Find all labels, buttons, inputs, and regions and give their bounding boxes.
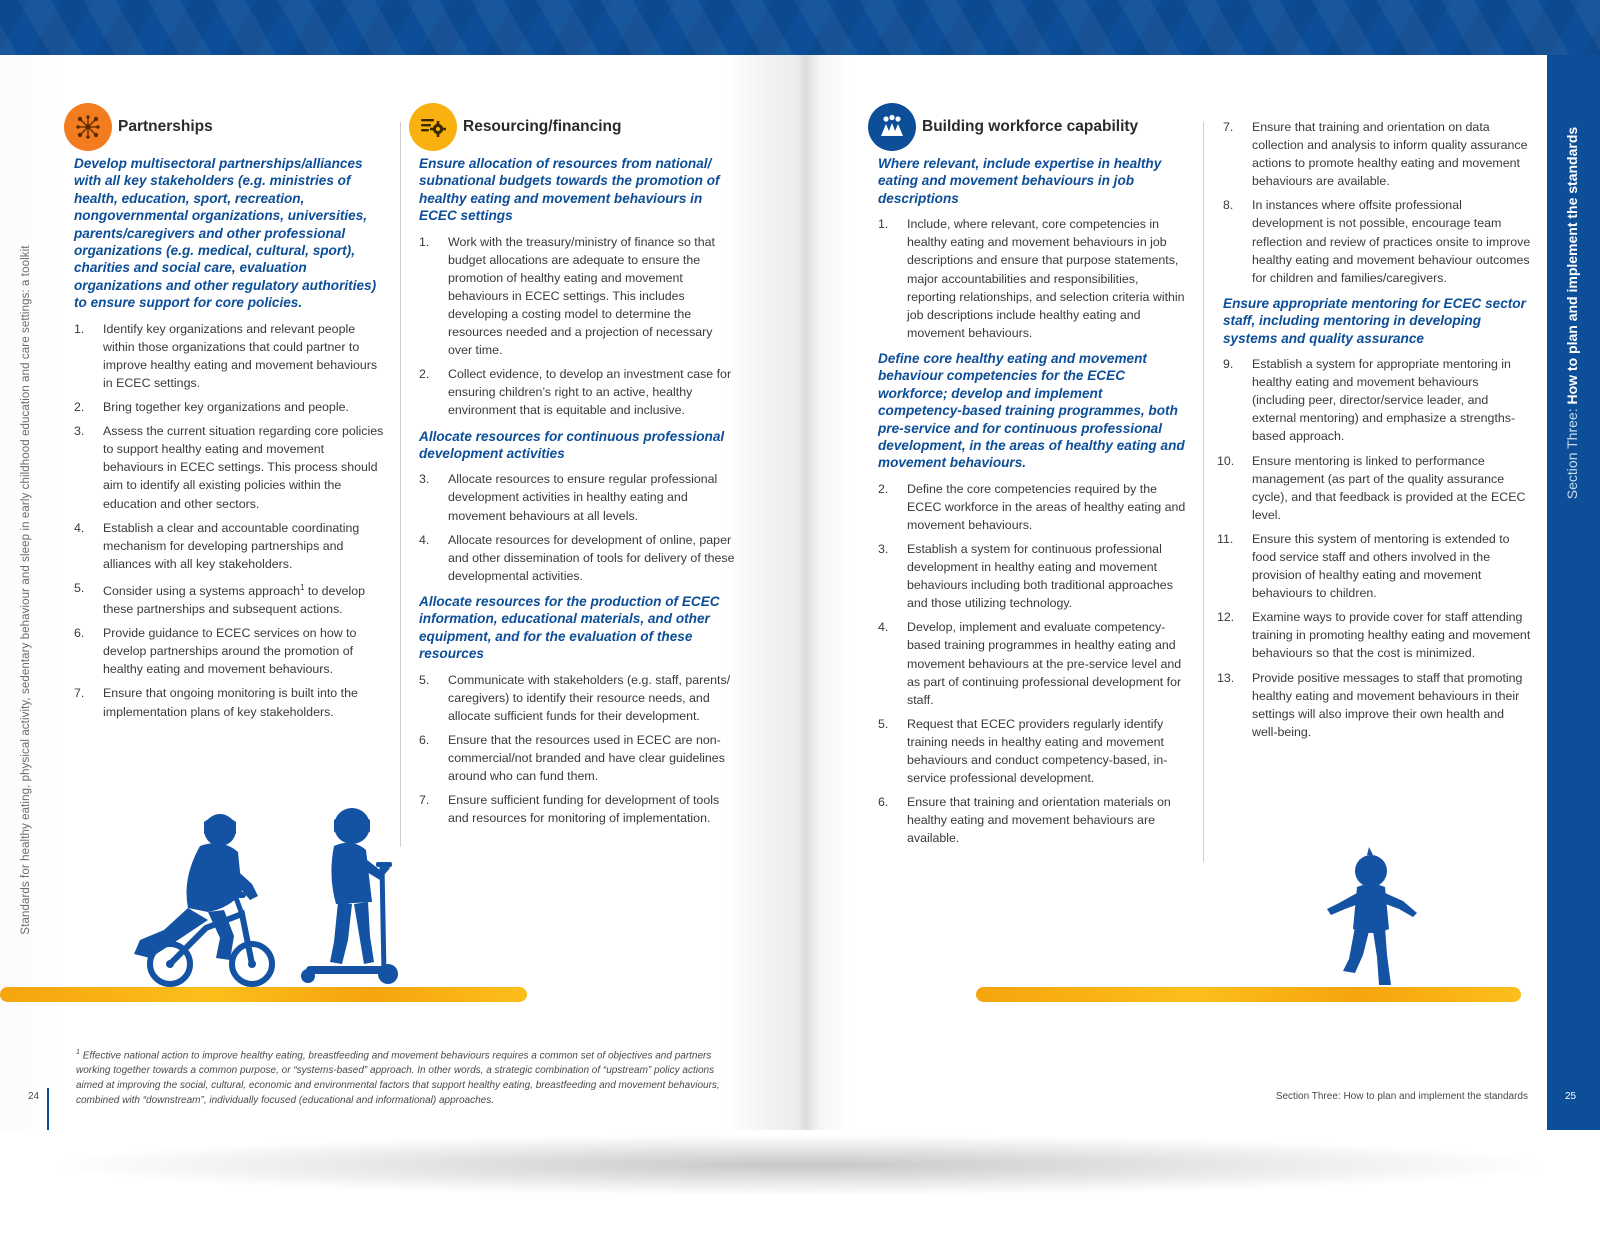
item-number: 1.	[74, 321, 85, 336]
item-text: Collect evidence, to develop an investment case for ensuring children’s right to an active, healthy environment that is equitable and inclusive.	[448, 367, 732, 418]
section-subheading: Where relevant, include expertise in healthy eating and movement behaviours in job descriptions	[878, 156, 1162, 206]
section-tab-title: How to plan and implement the standards	[1564, 126, 1580, 405]
workforce-continued-column	[1213, 118, 1531, 749]
list-item	[1217, 530, 1531, 602]
item-number: 2.	[419, 367, 430, 382]
footnote-mark: 1	[76, 1049, 80, 1056]
list-item	[1217, 452, 1531, 524]
item-number: 1.	[878, 217, 889, 232]
item-number: 12.	[1217, 610, 1235, 625]
item-number: 7.	[419, 793, 430, 808]
item-number: 4.	[419, 532, 430, 547]
item-number: 7.	[1223, 120, 1234, 134]
list-item	[1217, 608, 1531, 662]
action-list	[868, 480, 1188, 848]
list-item	[1223, 196, 1531, 286]
item-text: Establish a system for continuous professional development in healthy eating and movement behaviours including both traditional approaches and those utilizing technology.	[907, 542, 1173, 611]
item-number: 2.	[878, 481, 889, 496]
item-text: Communicate with stakeholders (e.g. staff, parents/ caregivers) to identify their resource needs, and allocate sufficient funds for their development.	[448, 672, 731, 723]
item-text: Request that ECEC providers regularly identify training needs in healthy eating and movement behaviours and conduct competency-based, in-service professional development.	[907, 716, 1168, 786]
item-number: 7.	[74, 686, 85, 701]
network-nodes-icon	[64, 103, 112, 151]
item-text: Ensure that training and orientation materials on healthy eating and movement behaviours are available.	[907, 795, 1171, 846]
list-item	[878, 618, 1188, 708]
list-item	[419, 470, 735, 524]
child-on-balance-bike-illustration	[112, 812, 292, 990]
workforce-section-mentoring	[1213, 295, 1531, 741]
section-subheading: Ensure allocation of resources from national/ subnational budgets towards the promotion of healthy eating and movement behaviours in ECEC settings	[419, 156, 720, 224]
partnerships-column	[64, 103, 386, 729]
action-list	[868, 215, 1188, 342]
resourcing-column	[409, 103, 735, 835]
list-item	[1223, 118, 1531, 190]
item-text: to develop these partnerships and subsequent actions.	[103, 584, 366, 617]
action-list	[1213, 355, 1531, 741]
action-list	[409, 233, 735, 420]
item-text: Bring together key organizations and people.	[103, 400, 349, 415]
item-text: Ensure that training and orientation on data collection and analysis to inform quality assurance actions to promote healthy eating and movement behaviours are available.	[1252, 120, 1528, 189]
item-number: 5.	[878, 716, 889, 731]
list-item	[1217, 669, 1531, 741]
item-text: Establish a system for appropriate mentoring in healthy eating and movement behaviours (including peer, director/service leader, and external mentoring) and emphasize a strengths-based approach.	[1252, 357, 1516, 444]
item-text: Provide guidance to ECEC services on how to develop partnerships around the promotion of healthy eating and movement behaviours.	[103, 626, 357, 677]
left-running-title: Standards for healthy eating, physical activity, sedentary behaviour and sleep in early childhood education and care settings: a toolkit	[20, 245, 32, 935]
item-number: 9.	[1223, 357, 1234, 372]
section-subheading: Allocate resources for continuous professional development activities	[419, 428, 725, 461]
left-page-number: 24	[28, 1091, 40, 1102]
item-number: 4.	[878, 620, 889, 635]
list-item	[1223, 355, 1531, 445]
item-text: Assess the current situation regarding core policies to support healthy eating and movement behaviours in ECEC settings. This process should aim to identify all existing policies within the education and other sectors.	[103, 424, 384, 511]
action-list	[1213, 118, 1531, 287]
list-item	[74, 398, 386, 416]
item-number: 5.	[419, 672, 430, 687]
item-text: Establish a clear and accountable coordinating mechanism for developing partnerships and alliances with all key stakeholders.	[103, 520, 360, 571]
footnote-reference[interactable]: 1	[299, 582, 305, 592]
partnerships-title: Partnerships	[118, 118, 213, 135]
right-page-number: 25	[1565, 1091, 1577, 1102]
item-number: 8.	[1223, 198, 1234, 213]
list-item	[74, 624, 386, 678]
list-item	[74, 684, 386, 720]
list-item	[74, 320, 386, 392]
column-divider	[1203, 122, 1204, 862]
list-item	[419, 531, 735, 585]
workforce-column	[868, 103, 1188, 856]
list-item	[878, 480, 1188, 534]
right-running-footer: Section Three: How to plan and implement the standards	[1275, 1091, 1528, 1102]
item-number: 3.	[74, 424, 85, 439]
item-text: Consider using a systems approach	[103, 584, 300, 598]
section-subheading: Allocate resources for the production of ECEC information, educational materials, and other equipment, and for the evaluation of these resources	[419, 593, 720, 662]
item-number: 6.	[74, 626, 85, 641]
section-tab-label	[1564, 103, 1582, 523]
resourcing-heading	[409, 103, 735, 155]
child-on-scooter-illustration	[290, 806, 410, 988]
list-item	[74, 422, 386, 512]
book-shadow	[60, 1135, 1540, 1195]
list-item	[74, 579, 386, 618]
item-number: 6.	[878, 795, 889, 810]
toddler-walking-illustration	[1325, 847, 1419, 987]
item-text: Ensure sufficient funding for development of tools and resources for monitoring of implementation.	[448, 793, 720, 826]
workforce-heading	[868, 103, 1188, 155]
list-item	[419, 233, 735, 360]
item-text: Ensure mentoring is linked to performance management (as part of the quality assurance cycle), and that feedback is provided at the ECEC level.	[1252, 453, 1526, 522]
item-number: 4.	[74, 520, 85, 535]
item-text: Define the core competencies required by the ECEC workforce in the areas of healthy eating and movement behaviours.	[907, 481, 1186, 532]
action-list	[64, 320, 386, 721]
item-number: 6.	[419, 732, 430, 747]
workforce-section-training-continued	[1213, 118, 1531, 287]
item-text: Allocate resources to ensure regular professional development activities in healthy eating and movement behaviours at all levels.	[448, 472, 718, 523]
list-item	[878, 215, 1188, 342]
footnote-text: Effective national action to improve healthy eating, breastfeeding and movement behaviours requires a common set of objectives and partners working together towards a common purpose, or “systems-based” approach. In other words, a strategic combination of “upstream” policy actions aimed at improving the social, cultural, economic and environmental factors that support healthy eating, breastfeeding and movement behaviours, combined with “downstream”, individually focused (educational and informational) approaches.	[76, 1050, 720, 1106]
list-item	[419, 671, 735, 725]
list-item	[878, 715, 1188, 787]
item-text: Provide positive messages to staff that promoting healthy eating and movement behaviours in their settings will also improve their own health and well-being.	[1252, 670, 1523, 739]
resourcing-section-materials	[409, 593, 735, 827]
workforce-title: Building workforce capability	[922, 118, 1139, 135]
resourcing-section-budgets	[409, 155, 735, 420]
list-item	[419, 791, 735, 827]
workforce-section-job-descriptions	[868, 155, 1188, 342]
item-number: 3.	[419, 472, 430, 487]
list-item	[878, 793, 1188, 847]
list-item	[74, 519, 386, 573]
partnerships-section	[64, 155, 386, 721]
resourcing-section-professional-development	[409, 428, 735, 585]
item-text: Ensure that the resources used in ECEC are non-commercial/not branded and have clear guidelines around who can fund them.	[448, 732, 725, 784]
page-number-rule	[47, 1088, 49, 1130]
resourcing-title: Resourcing/financing	[463, 118, 622, 135]
item-text: In instances where offsite professional development is not possible, encourage team reflection and review of practices onsite to improve healthy eating and movement behaviour outcomes for children and families/caregivers.	[1252, 198, 1531, 285]
list-item	[419, 731, 735, 785]
section-subheading: Develop multisectoral partnerships/alliances with all key stakeholders (e.g. ministries of health, education, sport, recreation, nongovernmental organizations, universities, parents/caregivers and other professional organizations (e.g. medical, cultural, sport), charities and social care, evaluation organizations and other regulatory authorities) to ensure support for core policies.	[74, 156, 377, 311]
item-number: 10.	[1217, 453, 1235, 468]
list-item	[878, 540, 1188, 612]
money-gear-icon	[409, 103, 457, 151]
workforce-section-competencies	[868, 350, 1188, 848]
item-number: 3.	[878, 542, 889, 556]
action-list	[409, 470, 735, 585]
item-text: Ensure this system of mentoring is extended to food service staff and others involved in the provision of healthy eating and movement behaviours to children.	[1252, 531, 1510, 601]
item-text: Examine ways to provide cover for staff attending training in promoting healthy eating and movement behaviours so that the cost is minimized.	[1252, 610, 1531, 661]
item-text: Ensure that ongoing monitoring is built into the implementation plans of key stakeholders.	[103, 686, 358, 719]
right-ground-stripe	[976, 987, 1521, 1002]
section-subheading: Define core healthy eating and movement behaviour competencies for the ECEC workforce; develop and implement competency-based training programmes, both pre-service and for continuous professional development, in the areas of healthy eating and movement behaviours.	[878, 350, 1185, 471]
section-tab-prefix: Section Three:	[1564, 404, 1580, 500]
item-number: 13.	[1217, 670, 1235, 685]
item-text: Include, where relevant, core competencies in healthy eating and movement behaviours in job descriptions and ensure that purpose statements, major accountabilities and responsibilities, reporting relationships, and selection criteria within job descriptions include healthy eating and movement behaviours.	[907, 217, 1185, 340]
action-list	[409, 671, 735, 828]
item-text: Develop, implement and evaluate competency-based training programmes in healthy eating and movement behaviours at the pre-service level and as part of continuing professional development for staff.	[907, 620, 1182, 707]
item-text: Work with the treasury/ministry of finance so that budget allocations are adequate to ensure the promotion of healthy eating and movement behaviours in ECEC settings. This includes developing a costing model to determine the resources needed and a projection of necessary over time.	[448, 234, 715, 358]
partnerships-heading	[64, 103, 386, 155]
footnote	[76, 1046, 736, 1109]
section-subheading: Ensure appropriate mentoring for ECEC sector staff, including mentoring in developing systems and quality assurance	[1223, 295, 1526, 346]
list-item	[419, 365, 735, 419]
column-divider	[400, 122, 401, 847]
item-number: 11.	[1217, 531, 1234, 546]
item-text: Identify key organizations and relevant people within those organizations that could partner to improve healthy eating and movement behaviours in ECEC settings.	[103, 321, 378, 390]
left-ground-stripe	[0, 987, 527, 1002]
workforce-people-icon	[868, 103, 916, 151]
item-number: 5.	[74, 580, 85, 595]
item-number: 1.	[419, 234, 430, 249]
item-text: Allocate resources for development of online, paper and other dissemination of tools for delivery of these developmental activities.	[448, 532, 735, 583]
item-number: 2.	[74, 400, 85, 415]
